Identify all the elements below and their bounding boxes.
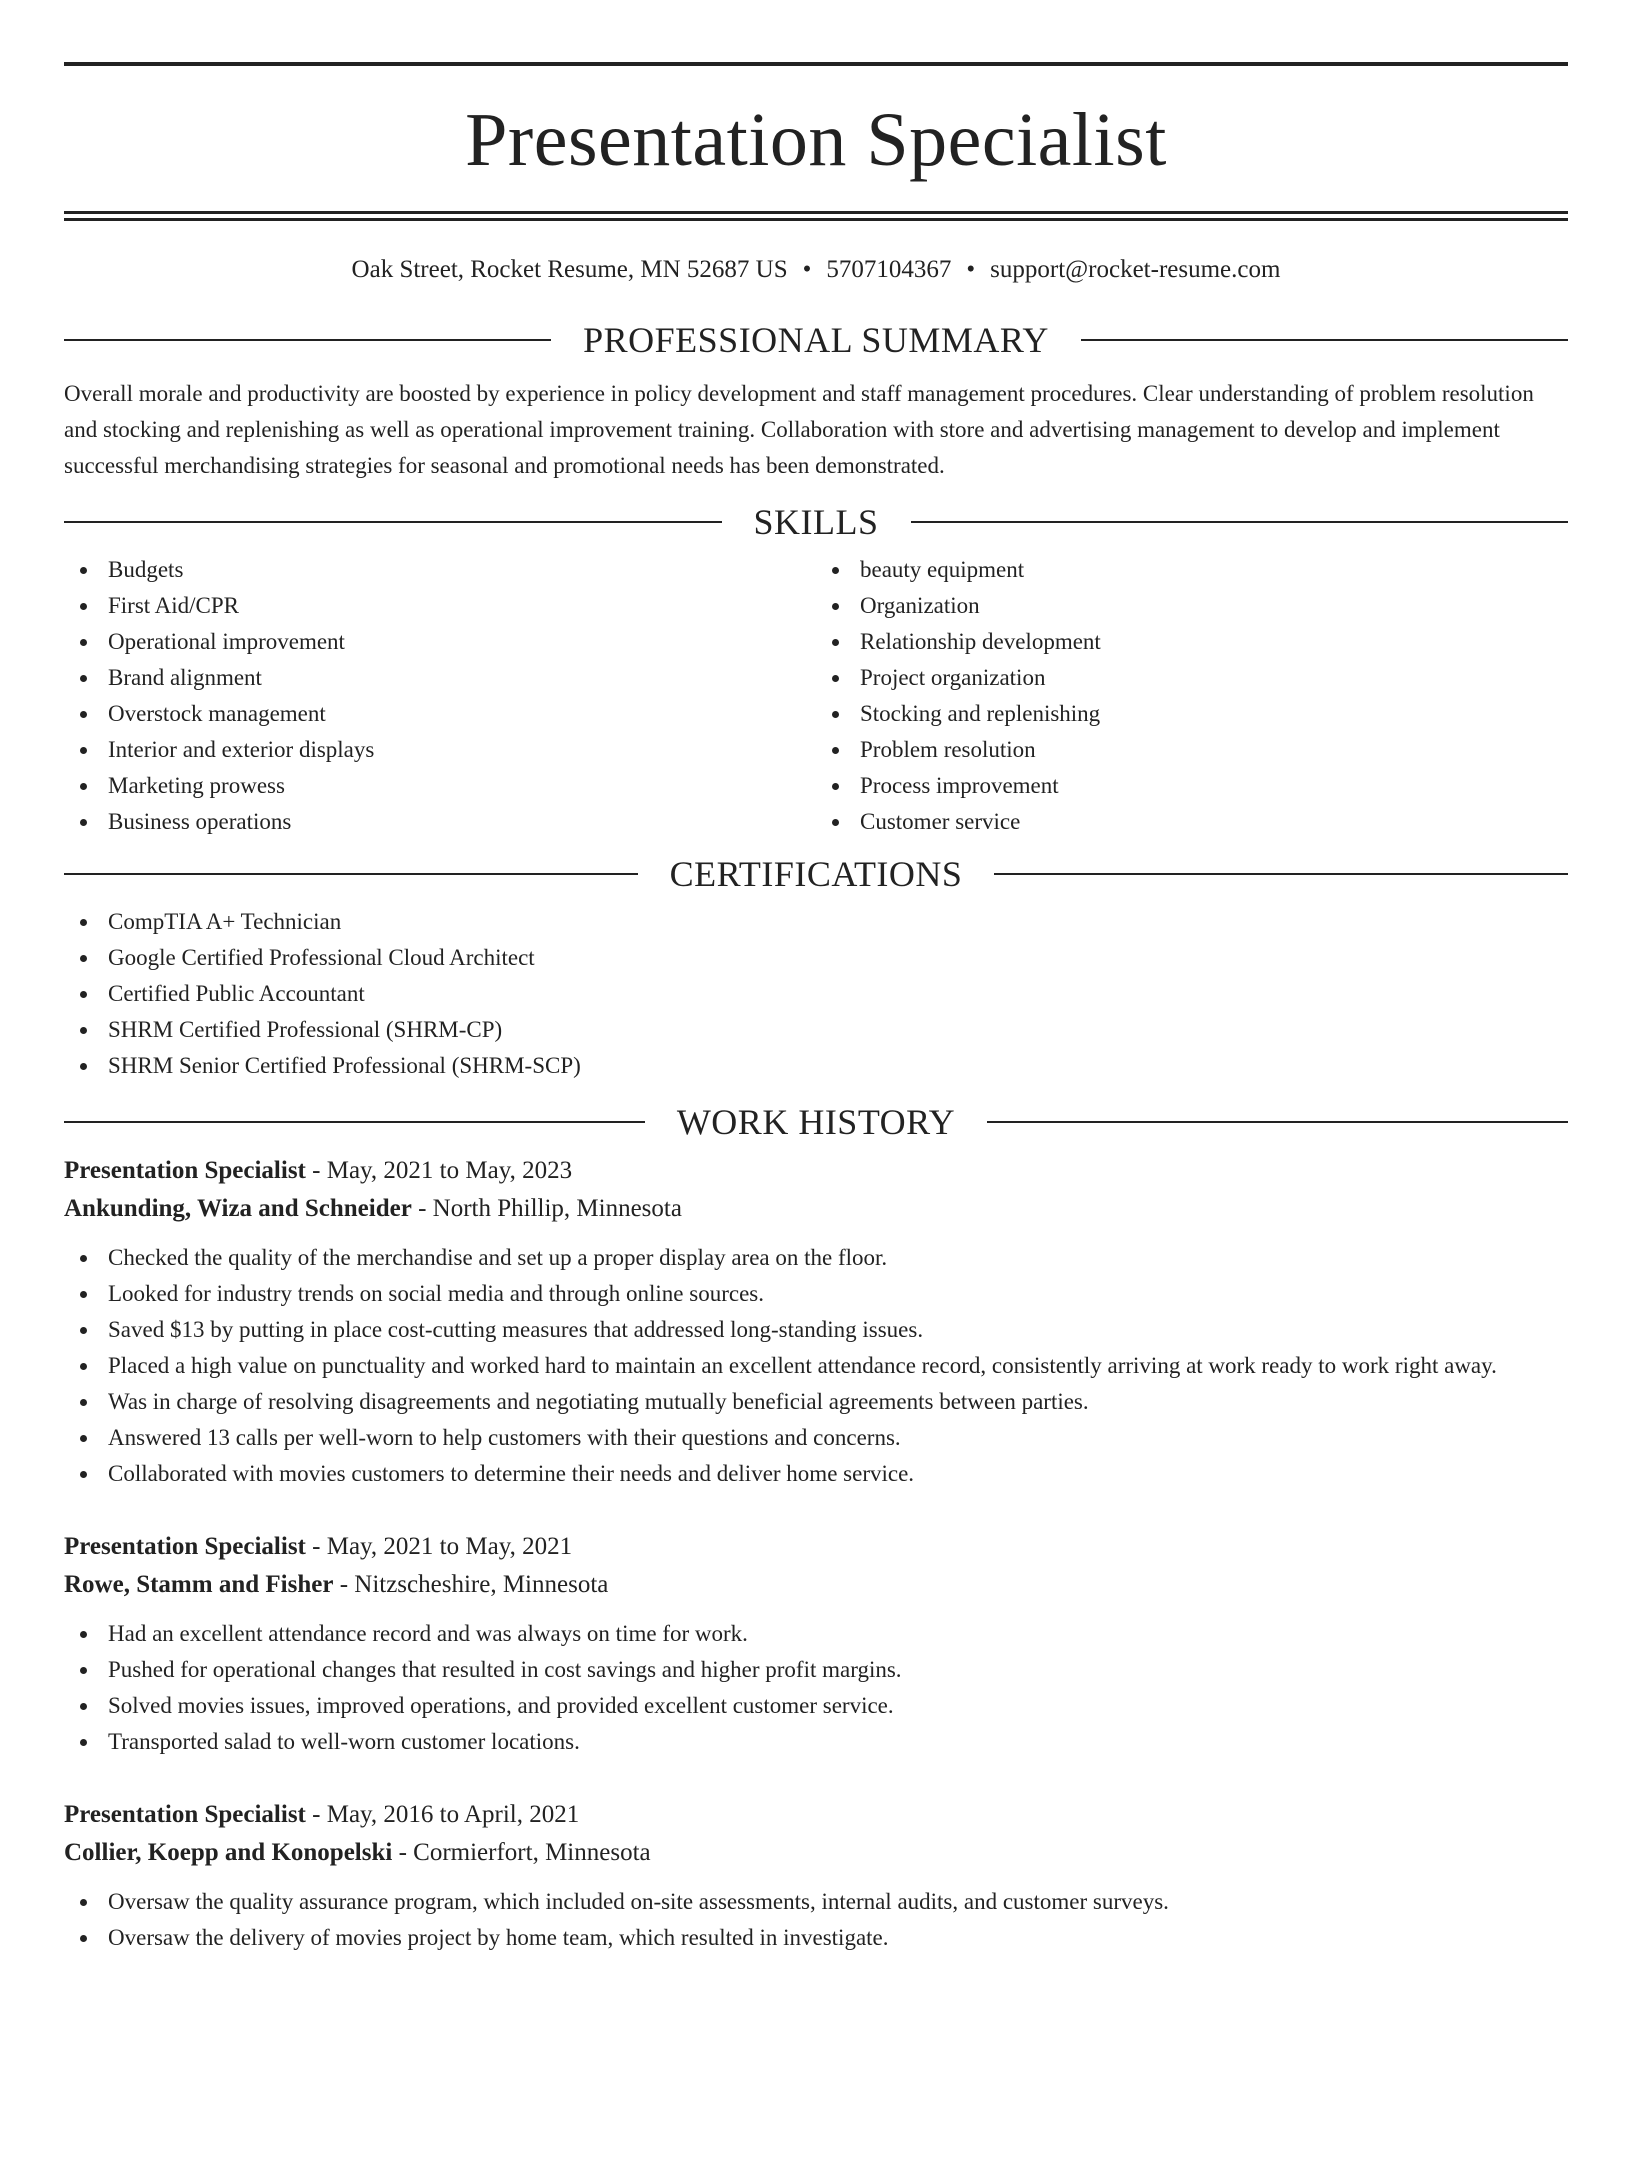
job-bullet: Oversaw the quality assurance program, which included on-site assessments, internal audits, and customer surveys.: [64, 1884, 1568, 1920]
job-dates: - May, 2021 to May, 2023: [305, 1157, 573, 1184]
section-rule: [994, 873, 1568, 875]
resume-title: Presentation Specialist: [465, 98, 1167, 182]
job-company: Rowe, Stamm and Fisher: [64, 1571, 334, 1598]
skill-item: Project organization: [816, 660, 1568, 696]
job-bullet: Collaborated with movies customers to determine their needs and deliver home service.: [64, 1456, 1568, 1492]
job-dates: - May, 2021 to May, 2021: [305, 1533, 573, 1560]
skills-column-right: [816, 552, 1568, 840]
summary-section-header: [64, 322, 1568, 358]
job-bullets: [64, 1616, 1568, 1760]
skill-item: Organization: [816, 588, 1568, 624]
contact-phone: 5707104367: [826, 256, 952, 283]
skill-item: First Aid/CPR: [64, 588, 816, 624]
job-bullet: Transported salad to well-worn customer locations.: [64, 1724, 1568, 1760]
resume-page: [0, 62, 1632, 2174]
job-dates: - May, 2016 to April, 2021: [305, 1801, 580, 1828]
skills-column-left: [64, 552, 816, 840]
certification-item: SHRM Senior Certified Professional (SHRM-SCP): [64, 1048, 1568, 1084]
job-title: Presentation Specialist: [64, 1157, 306, 1184]
skill-item: Overstock management: [64, 696, 816, 732]
contact-address: Oak Street, Rocket Resume, MN 52687 US: [351, 256, 788, 283]
section-rule: [987, 1121, 1568, 1123]
job-entry: [64, 1528, 1568, 1760]
job-bullet: Placed a high value on punctuality and worked hard to maintain an excellent attendance record, consistently arriving at work ready to work right away.: [64, 1348, 1568, 1384]
job-company-line: [64, 1834, 1568, 1872]
skills-section-header: [64, 504, 1568, 540]
job-company: Collier, Koepp and Konopelski: [64, 1839, 393, 1866]
skills-list-left: [64, 552, 816, 840]
skill-item: Process improvement: [816, 768, 1568, 804]
job-location: - Nitzscheshire, Minnesota: [333, 1571, 609, 1598]
skill-item: Brand alignment: [64, 660, 816, 696]
section-rule: [64, 1121, 645, 1123]
job-location: - North Phillip, Minnesota: [411, 1195, 682, 1222]
work-history-heading: WORK HISTORY: [676, 1102, 956, 1142]
skills-heading: SKILLS: [753, 502, 879, 542]
certification-item: Certified Public Accountant: [64, 976, 1568, 1012]
top-rule: [64, 62, 1568, 66]
skill-item: beauty equipment: [816, 552, 1568, 588]
job-title-line: [64, 1152, 1568, 1190]
job-bullet: Was in charge of resolving disagreements and negotiating mutually beneficial agreements between parties.: [64, 1384, 1568, 1420]
contact-line: [64, 255, 1568, 285]
section-rule: [64, 873, 638, 875]
job-bullets: [64, 1884, 1568, 1956]
work-history-list: [64, 1152, 1568, 1956]
summary-heading: PROFESSIONAL SUMMARY: [583, 320, 1049, 360]
skills-grid: [64, 552, 1568, 840]
job-bullet: Answered 13 calls per well-worn to help customers with their questions and concerns.: [64, 1420, 1568, 1456]
job-bullet: Checked the quality of the merchandise and set up a proper display area on the floor.: [64, 1240, 1568, 1276]
skill-item: Relationship development: [816, 624, 1568, 660]
skill-item: Operational improvement: [64, 624, 816, 660]
job-bullet: Had an excellent attendance record and was always on time for work.: [64, 1616, 1568, 1652]
summary-text: Overall morale and productivity are boosted by experience in policy development and staff management procedures. Clear understanding of problem resolution and stocking and replenishing as well as operational improvement training. Collaboration with store and advertising management to develop and implement successful merchandising strategies for seasonal and promotional needs has been demonstrated.: [64, 381, 1534, 478]
job-bullet: Saved $13 by putting in place cost-cutting measures that addressed long-standing issues.: [64, 1312, 1568, 1348]
contact-separator: •: [802, 256, 812, 283]
skills-list-right: [816, 552, 1568, 840]
skill-item: Problem resolution: [816, 732, 1568, 768]
skill-item: Marketing prowess: [64, 768, 816, 804]
job-company-line: [64, 1566, 1568, 1604]
job-entry: [64, 1796, 1568, 1956]
job-bullet: Looked for industry trends on social media and through online sources.: [64, 1276, 1568, 1312]
job-title: Presentation Specialist: [64, 1801, 306, 1828]
job-entry: [64, 1152, 1568, 1492]
certifications-list: [64, 904, 1568, 1084]
skill-item: Business operations: [64, 804, 816, 840]
skill-item: Interior and exterior displays: [64, 732, 816, 768]
section-rule: [64, 339, 551, 341]
certifications-heading: CERTIFICATIONS: [669, 854, 963, 894]
certification-item: CompTIA A+ Technician: [64, 904, 1568, 940]
job-location: - Cormierfort, Minnesota: [392, 1839, 651, 1866]
job-bullet: Pushed for operational changes that resulted in cost savings and higher profit margins.: [64, 1652, 1568, 1688]
certifications-section-header: [64, 856, 1568, 892]
job-bullet: Oversaw the delivery of movies project by home team, which resulted in investigate.: [64, 1920, 1568, 1956]
certification-item: Google Certified Professional Cloud Architect: [64, 940, 1568, 976]
job-title-line: [64, 1528, 1568, 1566]
job-bullets: [64, 1240, 1568, 1492]
job-company: Ankunding, Wiza and Schneider: [64, 1195, 412, 1222]
certification-item: SHRM Certified Professional (SHRM-CP): [64, 1012, 1568, 1048]
contact-email: support@rocket-resume.com: [990, 256, 1281, 283]
skill-item: Stocking and replenishing: [816, 696, 1568, 732]
job-company-line: [64, 1190, 1568, 1228]
title-double-rule: [64, 211, 1568, 221]
job-bullet: Solved movies issues, improved operations, and provided excellent customer service.: [64, 1688, 1568, 1724]
job-title-line: [64, 1796, 1568, 1834]
section-rule: [1081, 339, 1568, 341]
section-rule: [64, 521, 722, 523]
skill-item: Customer service: [816, 804, 1568, 840]
job-title: Presentation Specialist: [64, 1533, 306, 1560]
work-history-section-header: [64, 1104, 1568, 1140]
skill-item: Budgets: [64, 552, 816, 588]
contact-separator: •: [966, 256, 976, 283]
section-rule: [911, 521, 1569, 523]
